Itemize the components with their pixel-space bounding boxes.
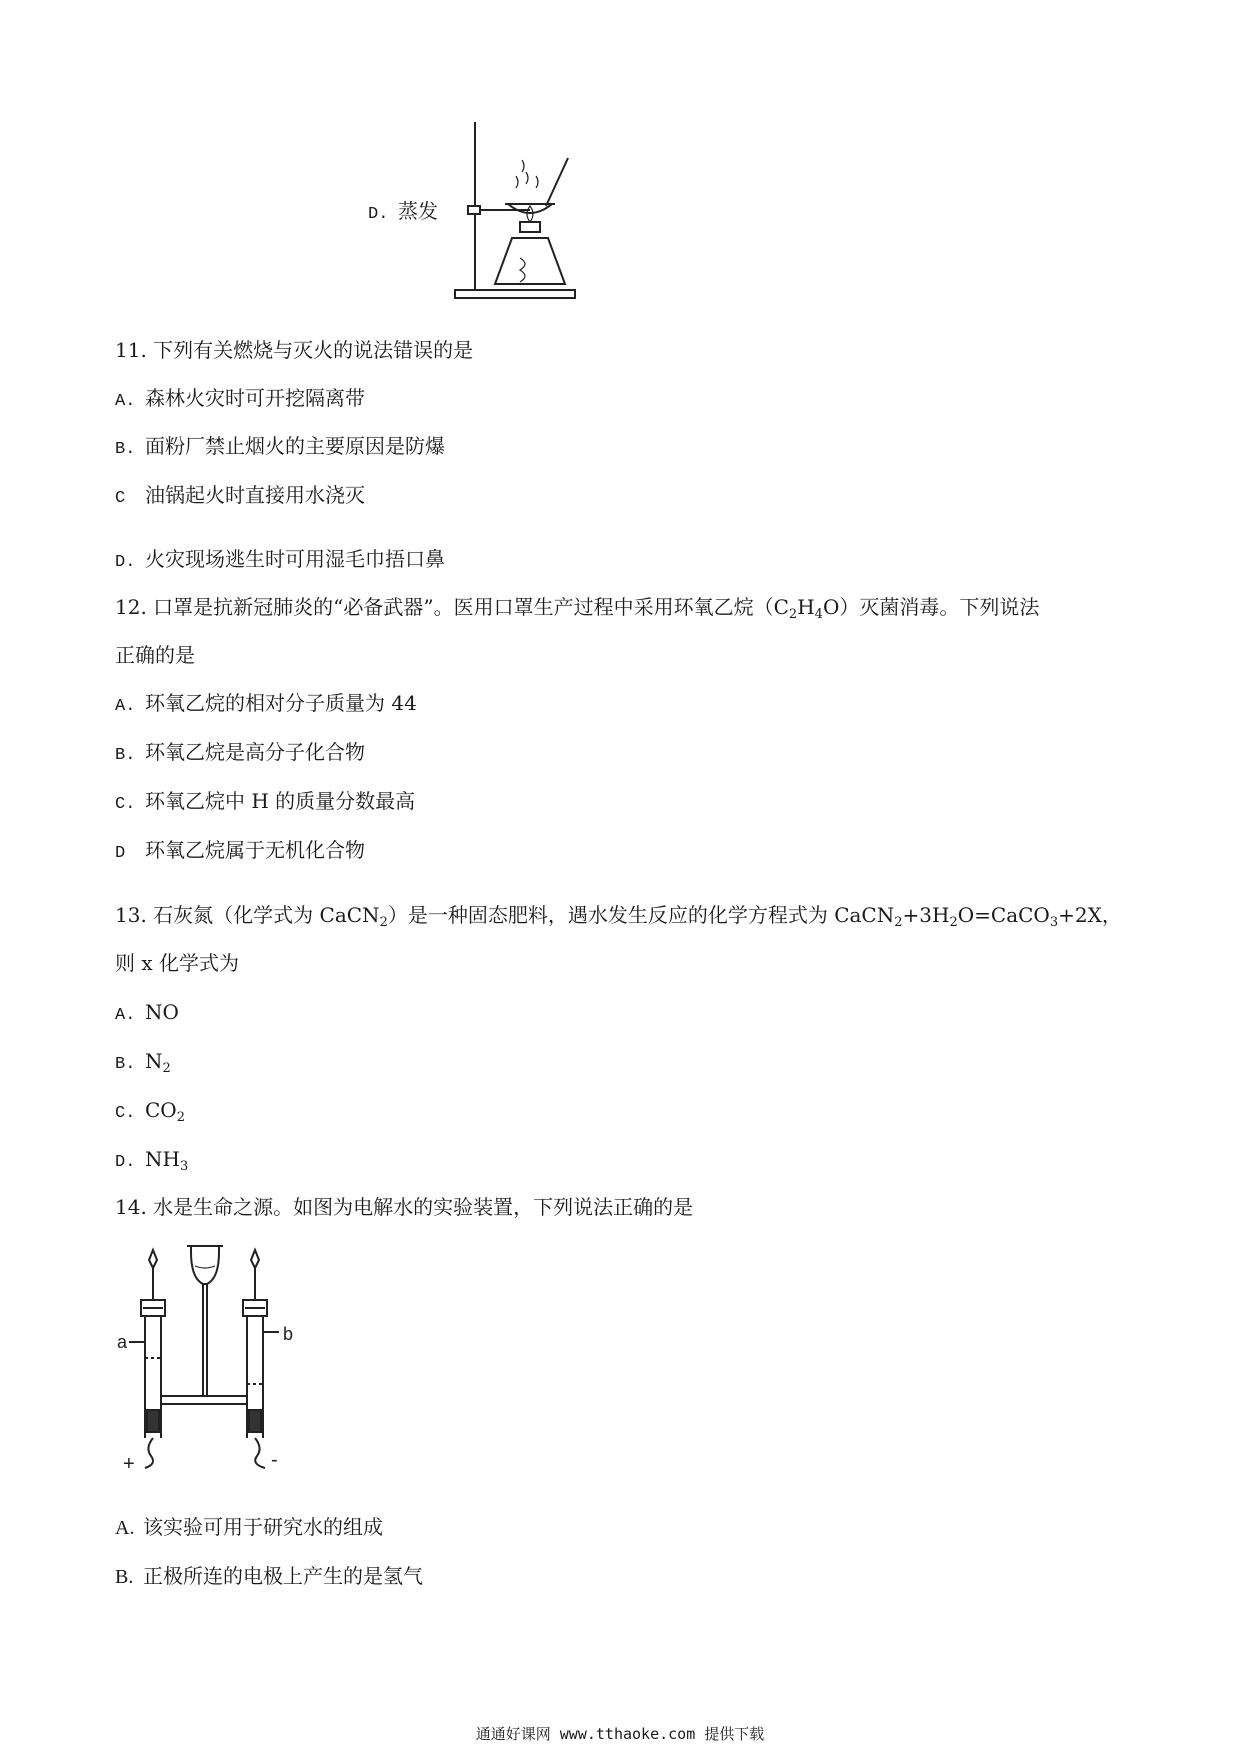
option-label: D.: [115, 1153, 136, 1172]
subscript: 2: [949, 915, 958, 930]
q14-stem: 14. 水是生命之源。如图为电解水的实验装置，下列说法正确的是: [115, 1195, 694, 1219]
q13-option-a[interactable]: [115, 999, 179, 1029]
option-label: A.: [115, 1006, 136, 1025]
option-text: 火灾现场逃生时可用湿毛巾捂口鼻: [145, 547, 445, 571]
q12-option-b[interactable]: [115, 739, 365, 769]
q13-stem-part4: O=CaCO: [957, 903, 1050, 927]
q13-stem-part3: +3H: [902, 903, 950, 927]
option-label: A.: [115, 392, 136, 411]
q14-option-a[interactable]: [115, 1514, 383, 1541]
label-negative: -: [271, 1449, 278, 1471]
q13-option-b[interactable]: [115, 1048, 171, 1078]
subscript: 2: [162, 1061, 171, 1076]
q13-option-c[interactable]: [115, 1097, 185, 1127]
label-positive: +: [123, 1453, 135, 1475]
option-label: A.: [115, 697, 136, 716]
option-label: B.: [115, 746, 136, 765]
option-text: 环氧乙烷属于无机化合物: [145, 838, 365, 862]
option-label: A.: [115, 1517, 135, 1539]
option-label: B.: [115, 1566, 134, 1588]
q13-stem-part5: +2X，: [1058, 903, 1122, 927]
subscript: 3: [179, 1159, 189, 1174]
subscript: 4: [814, 607, 823, 622]
page-footer: 通通好课网 www.tthaoke.com 提供下载: [475, 1725, 765, 1743]
option-label: C: [115, 489, 126, 508]
option-text: N: [145, 1049, 163, 1073]
option-text: 环氧乙烷中 H 的质量分数最高: [145, 789, 416, 813]
q12-option-d[interactable]: [115, 837, 365, 867]
option-text: NH: [145, 1147, 180, 1171]
label-b: b: [283, 1324, 294, 1344]
subscript: 2: [894, 915, 903, 930]
q11-option-c[interactable]: [115, 482, 365, 512]
q12-stem-line2: 正确的是: [115, 643, 195, 667]
subscript: 2: [788, 607, 798, 622]
q12-option-c[interactable]: [115, 788, 415, 818]
option-text: 正极所连的电极上产生的是氢气: [143, 1564, 423, 1588]
option-text: 环氧乙烷是高分子化合物: [145, 740, 365, 764]
q12-stem-part2: O）灭菌消毒。下列说法: [822, 595, 1040, 619]
option-text: CO: [145, 1098, 177, 1122]
option-label: B.: [115, 440, 136, 459]
q12-option-a[interactable]: [115, 690, 417, 720]
q12-stem-part1: 12. 口罩是抗新冠肺炎的“必备武器”。医用口罩生产过程中采用环氧乙烷（C: [115, 595, 789, 619]
option-text: 蒸发: [398, 199, 438, 223]
label-a: a: [117, 1332, 128, 1352]
option-text: 环氧乙烷的相对分子质量为 44: [145, 691, 417, 715]
option-text: 油锅起火时直接用水浇灭: [145, 483, 365, 507]
option-label: C.: [115, 795, 136, 814]
q13-stem-part2: ）是一种固态肥料，遇水发生反应的化学方程式为 CaCN: [387, 903, 895, 927]
option-label: B.: [115, 1055, 136, 1074]
q11-option-a[interactable]: [115, 385, 365, 415]
q12-stem: [115, 594, 1039, 620]
q12-stem-mid: H: [797, 595, 815, 619]
subscript: 2: [379, 915, 388, 930]
q11-stem: 11. 下列有关燃烧与灭火的说法错误的是: [115, 338, 474, 362]
q13-option-d[interactable]: [115, 1146, 188, 1176]
option-label: D: [115, 844, 126, 863]
subscript: 3: [1049, 915, 1059, 930]
option-text: 该实验可用于研究水的组成: [143, 1515, 383, 1539]
q13-stem-line2: 则 x 化学式为: [115, 951, 239, 975]
q11-option-d[interactable]: [115, 546, 445, 576]
option-text: 面粉厂禁止烟火的主要原因是防爆: [145, 434, 445, 458]
q13-stem-part1: 13. 石灰氮（化学式为 CaCN: [115, 903, 380, 927]
option-label: C.: [115, 1104, 136, 1123]
electrolysis-apparatus-figure: [115, 1238, 305, 1478]
q14-option-b[interactable]: [115, 1563, 423, 1590]
option-label: D.: [368, 205, 389, 224]
option-text: 森林火灾时可开挖隔离带: [145, 386, 365, 410]
subscript: 2: [176, 1110, 185, 1125]
q13-stem: [115, 902, 1122, 928]
q11-option-b[interactable]: [115, 433, 445, 463]
q10-option-d: [368, 198, 438, 228]
option-text: NO: [145, 1000, 179, 1024]
evaporation-apparatus-figure: [450, 118, 590, 304]
option-label: D.: [115, 553, 136, 572]
